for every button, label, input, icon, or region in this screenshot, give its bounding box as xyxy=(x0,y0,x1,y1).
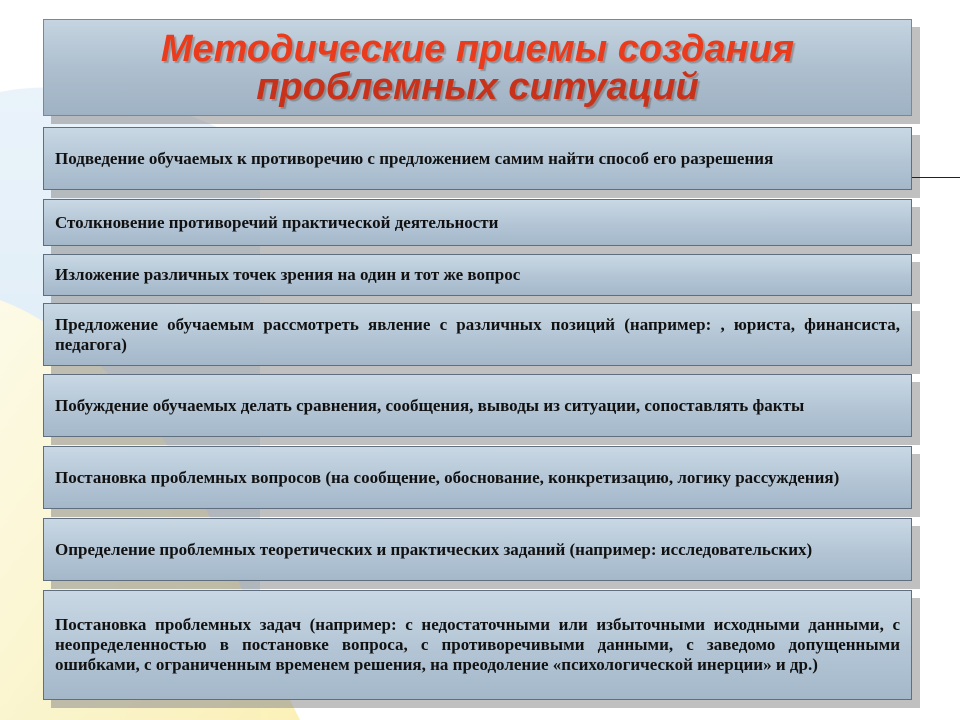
decorative-connector-line xyxy=(912,177,960,178)
method-item-7 xyxy=(43,518,912,581)
method-item-2 xyxy=(43,199,912,246)
method-item-text: Предложение обучаемым рассмотреть явление с различных позиций (например: , юриста, финансиста, педагога) xyxy=(55,314,900,354)
method-item-text: Подведение обучаемых к противоречию с предложением самим найти способ его разрешения xyxy=(55,148,774,168)
method-item-text: Изложение различных точек зрения на один и тот же вопрос xyxy=(55,265,521,284)
method-item-8 xyxy=(43,590,912,700)
method-item-text: Столкновение противоречий практической деятельности xyxy=(55,212,499,232)
method-item-3 xyxy=(43,254,912,296)
method-item-text: Постановка проблемных вопросов (на сообщение, обоснование, конкретизацию, логику рассуждения) xyxy=(55,467,840,487)
page-title-line-1: Методические приемы создания xyxy=(160,27,795,70)
method-item-5 xyxy=(43,374,912,437)
method-item-text: Определение проблемных теоретических и практических заданий (например: исследовательских) xyxy=(55,539,813,559)
method-item-text: Постановка проблемных задач (например: с недостаточными или избыточными исходными данными, с неопределенностью в постановке вопроса, с противоречивыми данными, с заведомо допущенными ошибками, с ограниченным временем решения, на преодоление «психологической инерции» и др.) xyxy=(55,615,900,674)
title-banner xyxy=(43,19,912,116)
method-item-1 xyxy=(43,127,912,190)
page-title-line-2: проблемных ситуаций xyxy=(256,65,699,108)
method-item-text: Побуждение обучаемых делать сравнения, сообщения, выводы из ситуации, сопоставлять факты xyxy=(55,395,805,415)
method-item-6 xyxy=(43,446,912,509)
method-item-4 xyxy=(43,303,912,366)
